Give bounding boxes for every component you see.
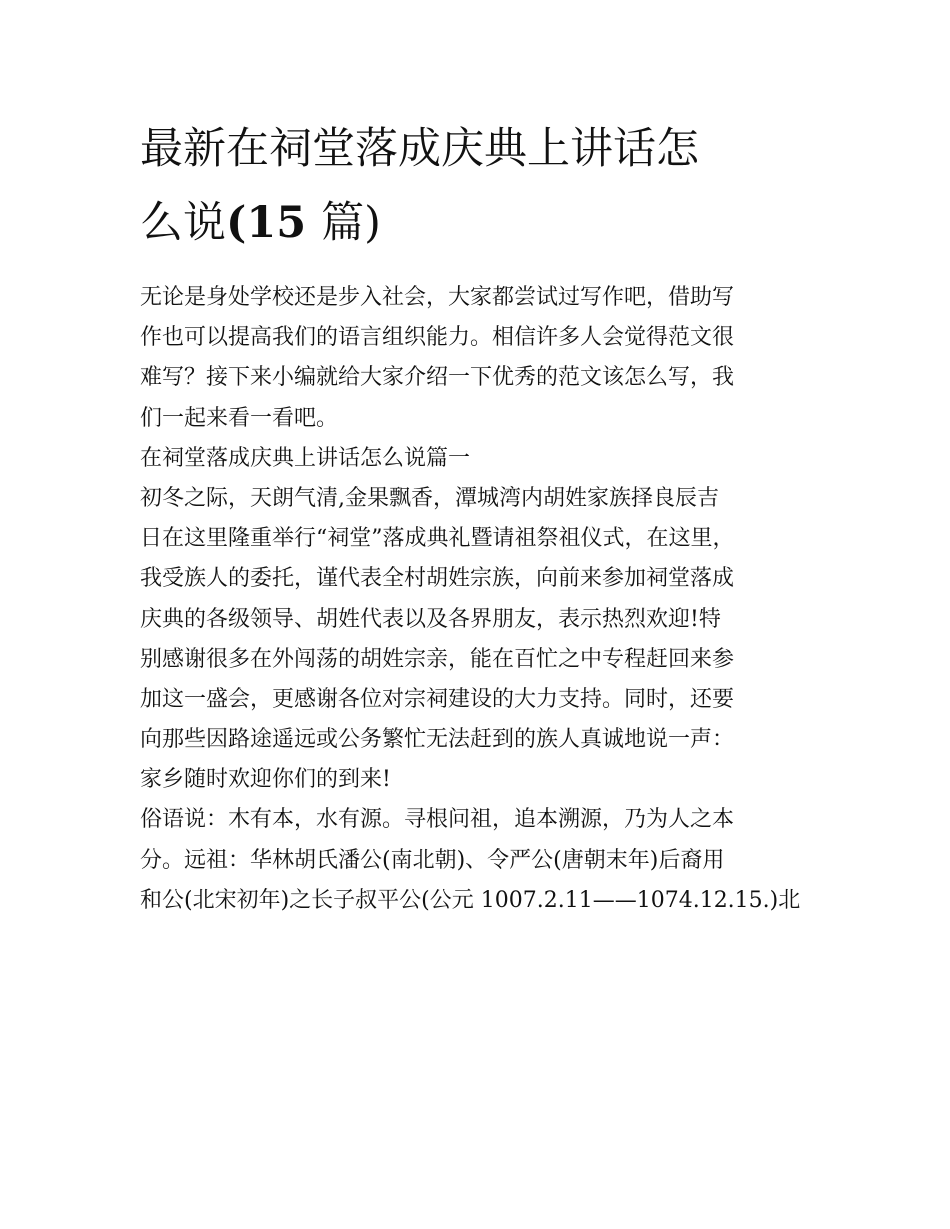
title-line-2-prefix: 么说 xyxy=(140,198,226,248)
paragraph-line: 分。远祖：华林胡氏潘公(南北朝)、令严公(唐朝末年)后裔用 xyxy=(140,847,725,873)
title-line-2-number: (15 xyxy=(226,198,322,248)
intro-line: 们一起来看一看吧。 xyxy=(140,405,339,431)
paragraph-line: 庆典的各级领导、胡姓代表以及各界朋友，表示热烈欢迎!特 xyxy=(140,606,721,632)
title-line-1: 最新在祠堂落成庆典上讲话怎 xyxy=(140,124,699,174)
intro-line: 作也可以提高我们的语言组织能力。相信许多人会觉得范文很 xyxy=(140,325,735,351)
paragraph-line: 家乡随时欢迎你们的到来! xyxy=(140,767,391,793)
section-heading: 在祠堂落成庆典上讲话怎么说篇一 xyxy=(140,445,471,471)
intro-line: 无论是身处学校还是步入社会，大家都尝试过写作吧，借助写 xyxy=(140,285,735,310)
paragraph-line: 向那些因路途遥远或公务繁忙无法赶到的族人真诚地说一声： xyxy=(140,727,735,753)
paragraph-line: 我受族人的委托，谨代表全村胡姓宗族，向前来参加祠堂落成 xyxy=(140,566,735,592)
paragraph-line: 俗语说：木有本，水有源。寻根问祖，追本溯源，乃为人之本 xyxy=(140,807,735,833)
paragraph-line: 日在这里隆重举行“祠堂”落成典礼暨请祖祭祖仪式，在这里， xyxy=(140,526,735,552)
section1-paragraph-2 xyxy=(140,800,820,921)
intro-paragraph xyxy=(140,278,820,439)
intro-line: 难写？接下来小编就给大家介绍一下优秀的范文该怎么写，我 xyxy=(140,365,735,391)
section1-paragraph-1 xyxy=(140,479,820,801)
title-line-2-suffix: 篇) xyxy=(321,198,381,248)
paragraph-line: 和公(北宋初年)之长子叔平公(公元 1007.2.11——1074.12.15.)北 xyxy=(140,887,801,913)
paragraph-line: 加这一盛会，更感谢各位对宗祠建设的大力支持。同时，还要 xyxy=(140,686,735,712)
paragraph-line: 别感谢很多在外闯荡的胡姓宗亲，能在百忙之中专程赶回来参 xyxy=(140,646,735,672)
page-title xyxy=(140,112,820,260)
paragraph-line: 初冬之际，天朗气清,金果飘香，潭城湾内胡姓家族择良辰吉 xyxy=(140,485,719,511)
document-body xyxy=(140,278,820,921)
